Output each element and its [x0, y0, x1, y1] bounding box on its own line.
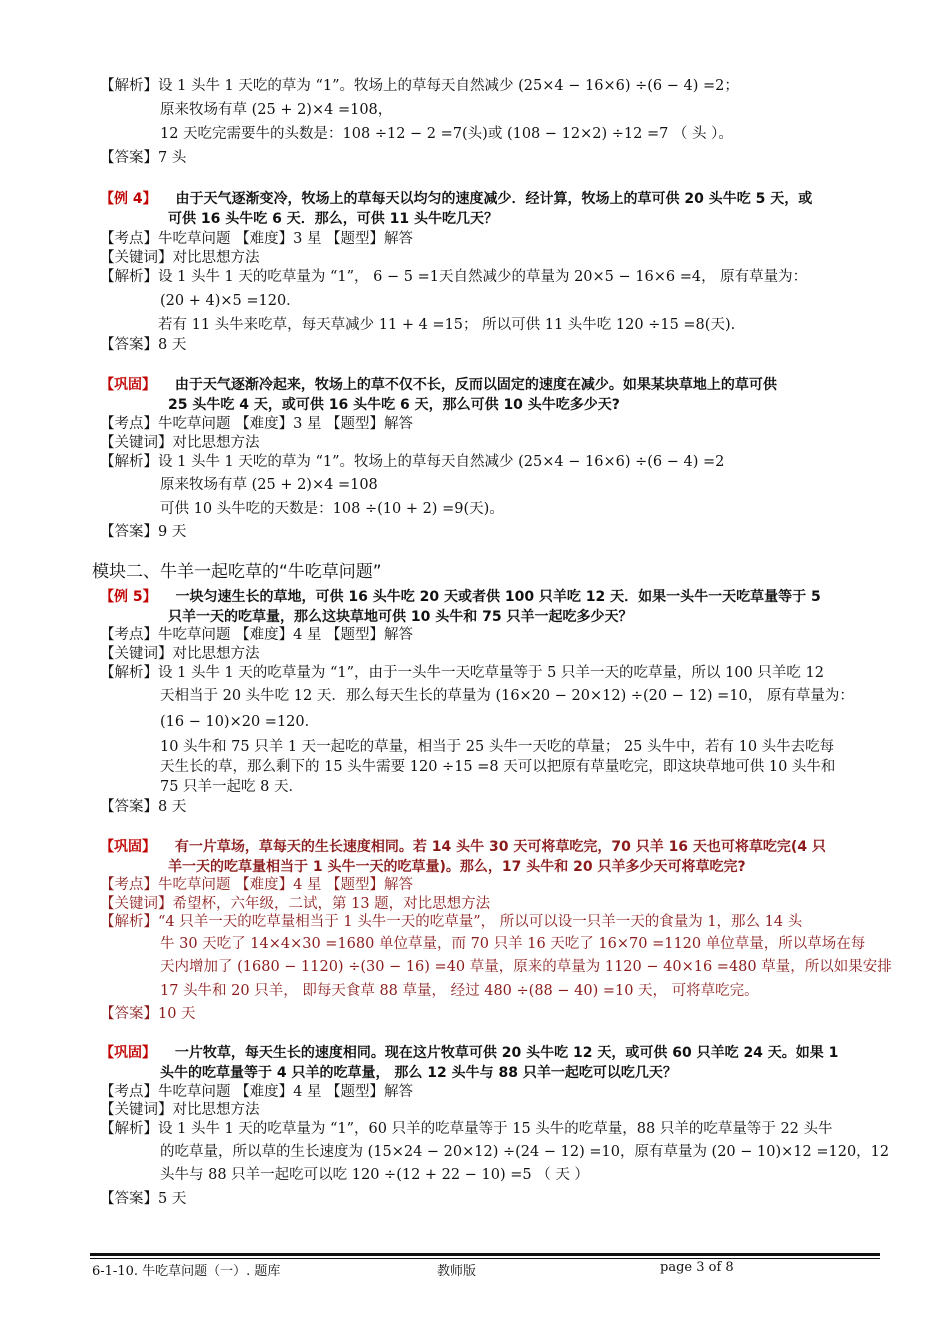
solution-line: 原来牧场有草 (25 + 2)×4 =108，	[160, 102, 393, 118]
solution-line: 的吃草量，所以草的生长速度为 (15×24 − 20×12) ÷(24 − 12) =10，原有草量为 (20 − 10)×12 =120，12	[160, 1144, 890, 1160]
solution-line: 天内增加了 (1680 − 1120) ÷(30 − 16) =40 草量，原来的草量为 1120 − 40×16 =480 草量，所以如果安排	[160, 959, 892, 975]
solution-line: 牛 30 天吃了 14×4×30 =1680 单位草量，而 70 只羊 16 天吃了 16×70 =1120 单位草量，所以草场在每	[160, 936, 866, 952]
consolidation-question	[100, 1043, 838, 1063]
question-text: 只羊一天的吃草量，那么这块草地可供 10 头牛和 75 只羊一起吃多少天？	[168, 609, 633, 625]
keyword-line: 【关键词】对比思想方法	[100, 646, 260, 662]
question-text: 一片牧草，每天生长的速度相同。现在这片牧草可供 20 头牛吃 12 天，或可供 60 只羊吃 24 天。如果 1	[174, 1045, 839, 1061]
solution-line: 75 只羊一起吃 8 天．	[160, 779, 304, 795]
question-text: 一块匀速生长的草地，可供 16 头牛吃 20 天或者供 100 只羊吃 12 天．如果一头牛一天吃草量等于 5	[175, 589, 821, 605]
footer-page-number: page 3 of 8	[660, 1260, 734, 1275]
solution-line: 头牛与 88 只羊一起吃可以吃 120 ÷(12 + 22 − 10) =5 （ 天 ）	[160, 1167, 589, 1183]
question-text: 羊一天的吃草量相当于 1 头牛一天的吃草量)。那么，17 头牛和 20 只羊多少天可将草吃完?	[168, 859, 746, 875]
question-text: 由于天气逐渐变冷，牧场上的草每天以均匀的速度减少．经计算，牧场上的草可供 20 头牛吃 5 天，或	[175, 191, 813, 207]
example-5-question	[100, 587, 821, 607]
keyword-line: 【关键词】对比思想方法	[100, 435, 260, 451]
solution-line: 10 头牛和 75 只羊 1 天一起吃的草量，相当于 25 头牛一天吃的草量； 25 头牛中，若有 10 头牛去吃每	[160, 739, 835, 755]
solution-line: 【解析】设 1 头牛 1 天的吃草量为 “1”，由于一头牛一天吃草量等于 5 只羊一天的吃草量，所以 100 只羊吃 12	[100, 665, 824, 681]
answer-line: 【答案】5 天	[100, 1191, 187, 1207]
solution-line: 【解析】设 1 头牛 1 天吃的草为 “1”。牧场上的草每天自然减少 (25×4 − 16×6) ÷(6 − 4) =2；	[100, 78, 739, 94]
keyword-line: 【关键词】希望杯，六年级，二试，第 13 题，对比思想方法	[100, 896, 491, 912]
solution-line: 12 天吃完需要牛的头数是：108 ÷12 − 2 =7(头)或 (108 − 12×2) ÷12 =7 （ 头 ）。	[160, 126, 733, 142]
solution-line: 天相当于 20 头牛吃 12 天．那么每天生长的草量为 (16×20 − 20×12) ÷(20 − 12) =10， 原有草量为：	[160, 688, 854, 704]
footer-rule	[90, 1253, 880, 1256]
consolidation-tag: 【巩固】	[100, 839, 156, 855]
example-tag: 【例 4】	[100, 191, 157, 207]
consolidation-question	[100, 375, 777, 395]
meta-line: 【考点】牛吃草问题 【难度】3 星 【题型】解答	[100, 231, 414, 247]
module-title: 模块二、牛羊一起吃草的“牛吃草问题”	[92, 562, 382, 582]
consolidation-tag: 【巩固】	[100, 377, 156, 393]
solution-line: 【解析】设 1 头牛 1 天的吃草量为 “1”， 6 − 5 =1天自然减少的草量为 20×5 − 16×6 =4， 原有草量为：	[100, 269, 808, 285]
example-tag: 【例 5】	[100, 589, 157, 605]
question-text: 可供 16 头牛吃 6 天．那么，可供 11 头牛吃几天？	[168, 211, 498, 227]
answer-line: 【答案】7 头	[100, 150, 187, 166]
answer-line: 【答案】10 天	[100, 1006, 196, 1022]
question-text: 由于天气逐渐冷起来，牧场上的草不仅不长，反而以固定的速度在减少。如果某块草地上的草可供	[174, 377, 777, 393]
keyword-line: 【关键词】对比思想方法	[100, 250, 260, 266]
footer-rule-thin	[90, 1258, 880, 1259]
question-text: 25 头牛吃 4 天，或可供 16 头牛吃 6 天，那么可供 10 头牛吃多少天?	[168, 397, 620, 413]
solution-line: (20 + 4)×5 =120．	[160, 293, 301, 309]
meta-line: 【考点】牛吃草问题 【难度】4 星 【题型】解答	[100, 1084, 414, 1100]
consolidation-tag: 【巩固】	[100, 1045, 156, 1061]
meta-line: 【考点】牛吃草问题 【难度】3 星 【题型】解答	[100, 416, 414, 432]
solution-line: 【解析】设 1 头牛 1 天的吃草量为 “1”，60 只羊的吃草量等于 15 头牛的吃草量，88 只羊的吃草量等于 22 头牛	[100, 1121, 833, 1137]
consolidation-question	[100, 837, 826, 857]
answer-line: 【答案】8 天	[100, 799, 187, 815]
footer-source: 6-1-10. 牛吃草问题（一）. 题库	[92, 1264, 281, 1279]
solution-line: 可供 10 头牛吃的天数是：108 ÷(10 + 2) =9(天)。	[160, 501, 504, 517]
solution-line: 若有 11 头牛来吃草，每天草减少 11 + 4 =15； 所以可供 11 头牛吃 120 ÷15 =8(天).	[158, 317, 736, 333]
answer-line: 【答案】9 天	[100, 524, 187, 540]
solution-line: (16 − 10)×20 =120．	[160, 714, 320, 730]
meta-line: 【考点】牛吃草问题 【难度】4 星 【题型】解答	[100, 627, 414, 643]
footer-edition: 教师版	[437, 1264, 477, 1279]
meta-line: 【考点】牛吃草问题 【难度】4 星 【题型】解答	[100, 877, 414, 893]
solution-line: 17 头牛和 20 只羊， 即每天食草 88 草量， 经过 480 ÷(88 − 40) =10 天， 可将草吃完。	[160, 983, 759, 999]
question-text: 头牛的吃草量等于 4 只羊的吃草量， 那么 12 头牛与 88 只羊一起吃可以吃几天？	[160, 1065, 677, 1081]
keyword-line: 【关键词】对比思想方法	[100, 1102, 260, 1118]
solution-line: 天生长的草，那么剩下的 15 头牛需要 120 ÷15 =8 天可以把原有草量吃完，即这块草地可供 10 头牛和	[160, 759, 836, 775]
solution-line: 原来牧场有草 (25 + 2)×4 =108	[160, 477, 378, 493]
solution-line: 【解析】“4 只羊一天的吃草量相当于 1 头牛一天的吃草量”， 所以可以设一只羊一天的食量为 1，那么 14 头	[100, 914, 803, 930]
answer-line: 【答案】8 天	[100, 337, 187, 353]
example-4-question	[100, 189, 812, 209]
solution-line: 【解析】设 1 头牛 1 天吃的草为 “1”。牧场上的草每天自然减少 (25×4 − 16×6) ÷(6 − 4) =2	[100, 454, 725, 470]
question-text: 有一片草场，草每天的生长速度相同。若 14 头牛 30 天可将草吃完，70 只羊 16 天也可将草吃完(4 只	[174, 839, 826, 855]
